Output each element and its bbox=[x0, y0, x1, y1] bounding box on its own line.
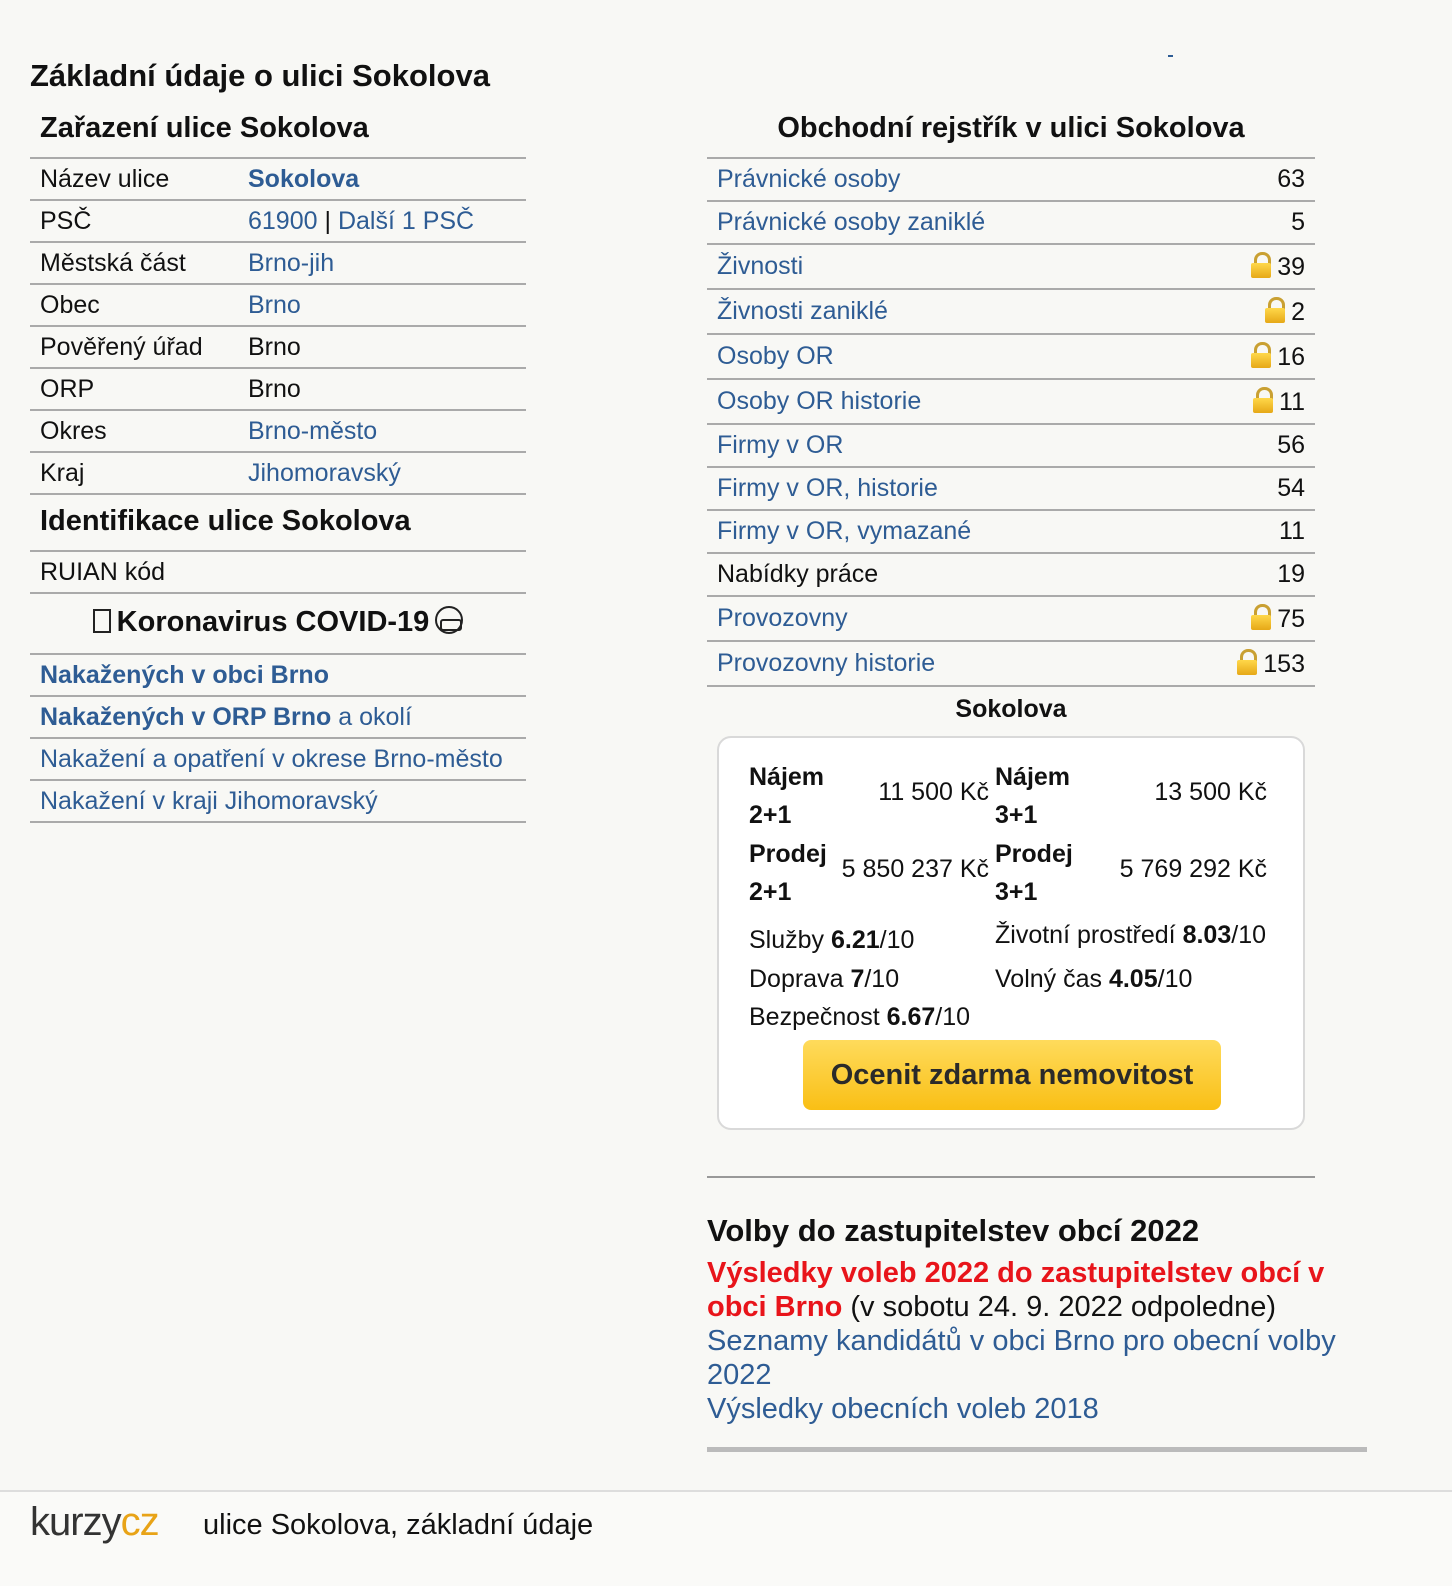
or-row-count: 2 bbox=[1291, 297, 1305, 326]
right-column bbox=[707, 108, 1315, 1130]
najem-21-label-1: Nájem bbox=[749, 763, 825, 791]
or-row-label[interactable]: Provozovny bbox=[717, 604, 848, 632]
prodej-21 bbox=[749, 835, 989, 911]
lock-icon[interactable] bbox=[1265, 297, 1285, 323]
table-row bbox=[707, 641, 1315, 686]
table-row bbox=[707, 379, 1315, 424]
covid-table bbox=[30, 653, 526, 823]
covid-link-bold: Nakažených v ORP Brno bbox=[40, 702, 332, 731]
election-date-note: (v sobotu 24. 9. 2022 odpoledne) bbox=[842, 1291, 1277, 1323]
covid-link-okres[interactable]: Nakažení a opatření v okrese Brno-město bbox=[40, 744, 503, 773]
table-row bbox=[30, 696, 526, 738]
table-row bbox=[30, 551, 526, 593]
or-row-label[interactable]: Firmy v OR bbox=[717, 431, 844, 459]
table-row bbox=[30, 654, 526, 696]
najem-31-label-2: 3+1 bbox=[995, 801, 1038, 829]
face-mask-icon bbox=[435, 606, 463, 634]
or-row-count: 19 bbox=[1277, 560, 1305, 588]
score-suffix: /10 bbox=[879, 926, 915, 954]
or-row-label: Nabídky práce bbox=[717, 560, 879, 588]
prodej-21-label-1: Prodej bbox=[749, 840, 827, 868]
election-results-2022-link[interactable]: Výsledky voleb 2022 do zastupitelstev obcí v obci Brno bbox=[707, 1257, 1325, 1323]
row-key: PSČ bbox=[30, 200, 238, 242]
table-row bbox=[707, 596, 1315, 641]
row-key: Pověřený úřad bbox=[30, 326, 238, 368]
row-key: Okres bbox=[30, 410, 238, 452]
or-row-label[interactable]: Provozovny historie bbox=[717, 649, 936, 677]
row-value: Brno bbox=[238, 326, 526, 368]
score-suffix: /10 bbox=[864, 965, 900, 993]
or-table bbox=[707, 157, 1315, 687]
covid-link-rest: a okolí bbox=[331, 702, 412, 731]
table-row bbox=[30, 242, 526, 284]
covid-title: Koronavirus COVID-19 bbox=[116, 606, 430, 638]
table-row bbox=[707, 201, 1315, 244]
or-label-cell bbox=[707, 289, 1173, 334]
or-count-cell bbox=[1173, 379, 1315, 424]
covid-link-obec[interactable] bbox=[40, 661, 329, 689]
table-row bbox=[30, 368, 526, 410]
lock-icon[interactable] bbox=[1237, 649, 1257, 675]
page-title: Základní údaje o ulici Sokolova bbox=[30, 58, 490, 93]
zarazeni-table bbox=[30, 157, 526, 495]
score-suffix: /10 bbox=[1157, 965, 1193, 993]
or-count-cell bbox=[1173, 467, 1315, 510]
score-label: Bezpečnost bbox=[749, 1003, 887, 1031]
identifikace-table bbox=[30, 550, 526, 594]
najem-31-label-1: Nájem bbox=[995, 763, 1071, 791]
or-count-cell bbox=[1173, 510, 1315, 553]
or-row-label[interactable]: Osoby OR historie bbox=[717, 387, 922, 415]
zarazeni-title: Zařazení ulice Sokolova bbox=[40, 112, 369, 144]
or-row-label[interactable]: Firmy v OR, vymazané bbox=[717, 517, 972, 545]
table-row bbox=[30, 410, 526, 452]
or-row-count: 54 bbox=[1277, 474, 1305, 502]
or-row-label[interactable]: Právnické osoby zaniklé bbox=[717, 208, 986, 236]
table-row bbox=[30, 326, 526, 368]
divider bbox=[707, 1176, 1315, 1178]
candidates-list-link[interactable]: Seznamy kandidátů v obci Brno pro obecní volby 2022 bbox=[707, 1325, 1336, 1391]
score-label: Volný čas bbox=[995, 965, 1109, 993]
score-value: 6.21 bbox=[830, 926, 880, 954]
table-row bbox=[30, 452, 526, 494]
prodej-31-label-2: 3+1 bbox=[995, 878, 1038, 906]
or-count-cell bbox=[1173, 244, 1315, 289]
najem-21-price: 11 500 Kč bbox=[878, 778, 989, 806]
or-label-cell bbox=[707, 334, 1173, 379]
or-row-label[interactable]: Firmy v OR, historie bbox=[717, 474, 938, 502]
table-row bbox=[707, 289, 1315, 334]
or-row-count: 39 bbox=[1277, 252, 1305, 281]
separator: | bbox=[324, 206, 331, 235]
or-count-cell bbox=[1173, 641, 1315, 686]
or-label-cell bbox=[707, 467, 1173, 510]
covid-heading bbox=[30, 594, 526, 653]
or-row-count: 153 bbox=[1263, 649, 1305, 678]
or-label-cell bbox=[707, 201, 1173, 244]
ruian-label: RUIAN kód bbox=[30, 551, 526, 593]
or-label-cell bbox=[707, 553, 1173, 596]
table-row bbox=[707, 467, 1315, 510]
or-row-label[interactable]: Živnosti zaniklé bbox=[717, 297, 888, 325]
or-row-count: 56 bbox=[1277, 431, 1305, 459]
or-row-label[interactable]: Právnické osoby bbox=[717, 165, 901, 193]
row-key: Obec bbox=[30, 284, 238, 326]
table-row bbox=[707, 158, 1315, 201]
score-label: Doprava bbox=[749, 965, 851, 993]
row-key: ORP bbox=[30, 368, 238, 410]
prodej-21-price: 5 850 237 Kč bbox=[841, 855, 989, 883]
lock-icon[interactable] bbox=[1251, 252, 1271, 278]
najem-31-price: 13 500 Kč bbox=[1154, 778, 1267, 806]
table-row bbox=[707, 424, 1315, 467]
najem-21 bbox=[749, 758, 989, 834]
score-value: 7 bbox=[850, 965, 865, 993]
or-row-label[interactable]: Živnosti bbox=[717, 252, 804, 280]
okres-link[interactable]: Brno-město bbox=[248, 416, 378, 445]
row-key: Městská část bbox=[30, 242, 238, 284]
identifikace-title: Identifikace ulice Sokolova bbox=[40, 505, 411, 537]
ocenit-nemovitost-button[interactable]: Ocenit zdarma nemovitost bbox=[803, 1040, 1221, 1110]
score-bezpecnost bbox=[749, 1003, 970, 1032]
or-title: Obchodní rejstřík v ulici Sokolova bbox=[777, 112, 1245, 144]
psc-link[interactable]: 61900 bbox=[248, 206, 318, 235]
elections-results-line bbox=[707, 1256, 1367, 1324]
score-zivotni bbox=[995, 921, 1266, 950]
table-row bbox=[30, 200, 526, 242]
covid-link-kraj[interactable]: Nakažení v kraji Jihomoravský bbox=[40, 786, 378, 815]
obec-link[interactable]: Brno bbox=[248, 290, 301, 319]
table-row bbox=[30, 158, 526, 200]
kraj-link[interactable]: Jihomoravský bbox=[248, 458, 401, 487]
footer bbox=[0, 1490, 1452, 1586]
lock-icon[interactable] bbox=[1251, 342, 1271, 368]
or-label-cell bbox=[707, 510, 1173, 553]
logo-part-kurzy: kurzy bbox=[30, 1500, 121, 1544]
or-label-cell bbox=[707, 596, 1173, 641]
or-count-cell bbox=[1173, 596, 1315, 641]
elections-title: Volby do zastupitelstev obcí 2022 bbox=[707, 1213, 1200, 1248]
or-row-count: 5 bbox=[1291, 208, 1305, 236]
score-doprava bbox=[749, 965, 899, 994]
or-row-count: 16 bbox=[1277, 342, 1305, 371]
or-row-count: 75 bbox=[1277, 604, 1305, 633]
footer-text: ulice Sokolova, základní údaje bbox=[203, 1509, 594, 1541]
score-value: 8.03 bbox=[1182, 921, 1232, 949]
covid-link-orp[interactable] bbox=[40, 703, 412, 731]
more-psc-link[interactable]: Další 1 PSČ bbox=[337, 206, 475, 235]
score-label: Služby bbox=[749, 926, 831, 954]
table-row bbox=[707, 510, 1315, 553]
or-row-count: 11 bbox=[1279, 387, 1305, 416]
row-value: Brno bbox=[238, 368, 526, 410]
or-label-cell bbox=[707, 379, 1173, 424]
or-count-cell bbox=[1173, 158, 1315, 201]
score-value: 6.67 bbox=[886, 1003, 936, 1031]
or-row-count: 63 bbox=[1277, 165, 1305, 193]
prodej-31-label-1: Prodej bbox=[995, 840, 1073, 868]
mestska-cast-link[interactable]: Brno-jih bbox=[248, 248, 335, 277]
score-volny bbox=[995, 965, 1192, 994]
row-key: Kraj bbox=[30, 452, 238, 494]
street-name-link[interactable]: Sokolova bbox=[248, 164, 360, 193]
or-label-cell bbox=[707, 158, 1173, 201]
street-label: Sokolova bbox=[955, 695, 1067, 723]
or-count-cell bbox=[1173, 553, 1315, 596]
placeholder-glyph-icon bbox=[93, 609, 111, 633]
score-suffix: /10 bbox=[1231, 921, 1267, 949]
score-suffix: /10 bbox=[935, 1003, 971, 1031]
table-row bbox=[30, 738, 526, 780]
prodej-21-label-2: 2+1 bbox=[749, 878, 792, 906]
or-label-cell bbox=[707, 424, 1173, 467]
table-row bbox=[707, 553, 1315, 596]
decorative-dash bbox=[1168, 55, 1173, 57]
table-row bbox=[30, 284, 526, 326]
left-column bbox=[30, 108, 526, 823]
kurzy-logo[interactable] bbox=[30, 1500, 159, 1545]
score-label: Životní prostředí bbox=[995, 921, 1183, 949]
score-sluzby bbox=[749, 926, 914, 955]
prodej-31-price: 5 769 292 Kč bbox=[1119, 855, 1267, 883]
or-count-cell bbox=[1173, 334, 1315, 379]
covid-link-bold: Nakažených v obci Brno bbox=[40, 660, 329, 689]
or-row-count: 11 bbox=[1279, 517, 1305, 545]
or-label-cell bbox=[707, 244, 1173, 289]
or-label-cell bbox=[707, 641, 1173, 686]
lock-icon[interactable] bbox=[1253, 387, 1273, 413]
row-key: Název ulice bbox=[30, 158, 238, 200]
najem-21-label-2: 2+1 bbox=[749, 801, 792, 829]
or-count-cell bbox=[1173, 289, 1315, 334]
table-row bbox=[30, 780, 526, 822]
election-results-2018-link[interactable]: Výsledky obecních voleb 2018 bbox=[707, 1393, 1099, 1425]
logo-part-cz: cz bbox=[120, 1500, 159, 1544]
table-row bbox=[707, 334, 1315, 379]
or-row-label[interactable]: Osoby OR bbox=[717, 342, 834, 370]
real-estate-box bbox=[717, 736, 1305, 1130]
section-bottom-bar bbox=[707, 1447, 1367, 1452]
table-row bbox=[707, 244, 1315, 289]
prodej-31 bbox=[995, 835, 1267, 911]
najem-31 bbox=[995, 758, 1267, 834]
score-value: 4.05 bbox=[1108, 965, 1158, 993]
or-count-cell bbox=[1173, 424, 1315, 467]
lock-icon[interactable] bbox=[1251, 604, 1271, 630]
or-count-cell bbox=[1173, 201, 1315, 244]
elections-section bbox=[707, 1214, 1367, 1426]
